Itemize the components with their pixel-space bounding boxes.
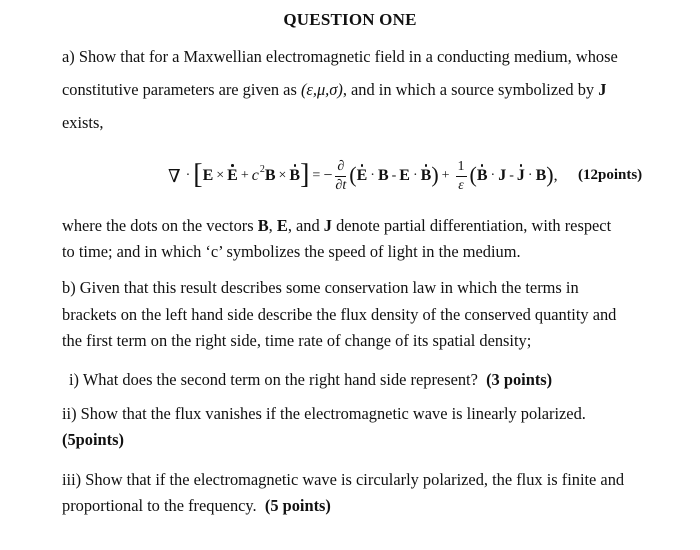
notation-line-2: to time; and in which ‘c’ symbolizes the speed of light in the medium. [62, 242, 521, 261]
part-a-line-2-end: , and in which a source symbolized by [342, 80, 599, 99]
notation-line-1 [62, 213, 674, 239]
partial-t-fraction: $\frac{\partial}{\partial t}$ [335, 158, 347, 193]
notation-end: denote partial differentiation, with respect [331, 216, 612, 235]
equation-points: (12points) [578, 167, 643, 183]
question-b-ii [62, 401, 674, 453]
question-b-iii-points: (5 points) [264, 496, 331, 515]
one-over-epsilon-fraction: $\frac{1}{\varepsilon}$ [457, 158, 465, 193]
question-b-i-points: (3 points) [486, 370, 553, 389]
part-a-line-2 [62, 73, 674, 106]
conservation-equation: ∇ · [ E × E + c 2 B × B ] = − $\frac{\partial}{\partial t}$ ( E · B - E · B ) + $\frac{1}{\varepsilon}$ ( B · J - J · B ) , [168, 158, 558, 193]
question-b-iii-line-1: iii) Show that if the electromagnetic wave is circularly polarized, the flux is finite and [62, 470, 625, 489]
vector-b: B [257, 216, 269, 235]
part-b-intro [62, 275, 674, 355]
vector-e: E [276, 216, 288, 235]
question-b-i [69, 367, 681, 393]
question-b-iii-line-2 [62, 493, 674, 519]
question-b-ii-points: (5points) [62, 430, 124, 449]
notation-start: where the dots on the vectors [62, 216, 258, 235]
source-symbol-j: J [598, 80, 607, 99]
part-b-line-3: the first term on the right side, time rate of change of its spatial density; [62, 331, 532, 350]
question-b-iii-text: proportional to the frequency. [62, 496, 257, 515]
question-b-i-text: i) What does the second term on the right hand side represent? [69, 370, 478, 389]
question-b-ii-text: ii) Show that the flux vanishes if the electromagnetic wave is linearly polarized. [62, 404, 586, 423]
question-b-iii [62, 467, 674, 519]
part-b-line-1: b) Given that this result describes some conservation law in which the terms in [62, 278, 579, 297]
page-title: QUESTION ONE [283, 10, 417, 29]
part-b-line-2: brackets on the left hand side describe the flux density of the conserved quantity and [62, 304, 617, 324]
notation-and: , and [287, 216, 324, 235]
part-a-notation [62, 213, 674, 265]
part-a-line-2-start: constitutive parameters are given as [62, 80, 301, 99]
constitutive-parameters: (ε,μ,σ) [300, 80, 343, 99]
notation-comma: , [268, 216, 277, 235]
part-a-line-3: exists, [62, 113, 104, 132]
part-a-line-1: a) Show that for a Maxwellian electromagnetic field in a conducting medium, whose [62, 47, 618, 66]
vector-j: J [323, 216, 332, 235]
part-a-intro [62, 40, 674, 139]
nabla-symbol: ∇ [168, 165, 181, 186]
